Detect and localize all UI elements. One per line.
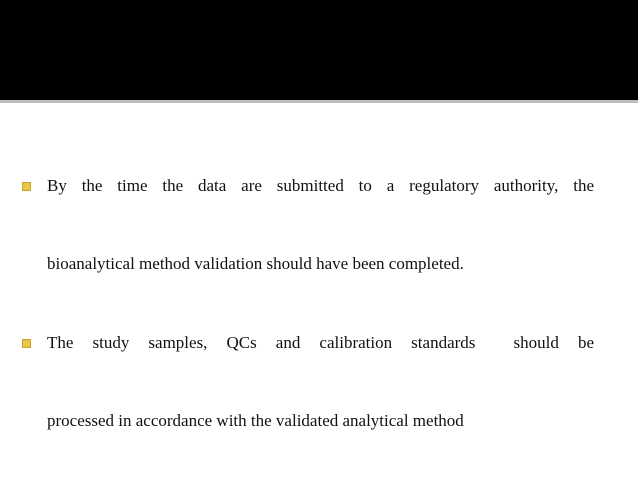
title-divider: [0, 100, 638, 103]
bullet-2-line-1: The study samples, QCs and calibration standards should be: [47, 333, 594, 352]
square-bullet-icon: [22, 182, 31, 191]
bullet-1-line-2: bioanalytical method validation should have been completed.: [47, 254, 464, 273]
square-bullet-icon: [22, 339, 31, 348]
bullet-2-line-2: processed in accordance with the validated analytical method: [47, 411, 464, 430]
slide-title-band: [0, 0, 638, 100]
bullet-1-line-1: By the time the data are submitted to a regulatory authority, the: [47, 176, 594, 195]
